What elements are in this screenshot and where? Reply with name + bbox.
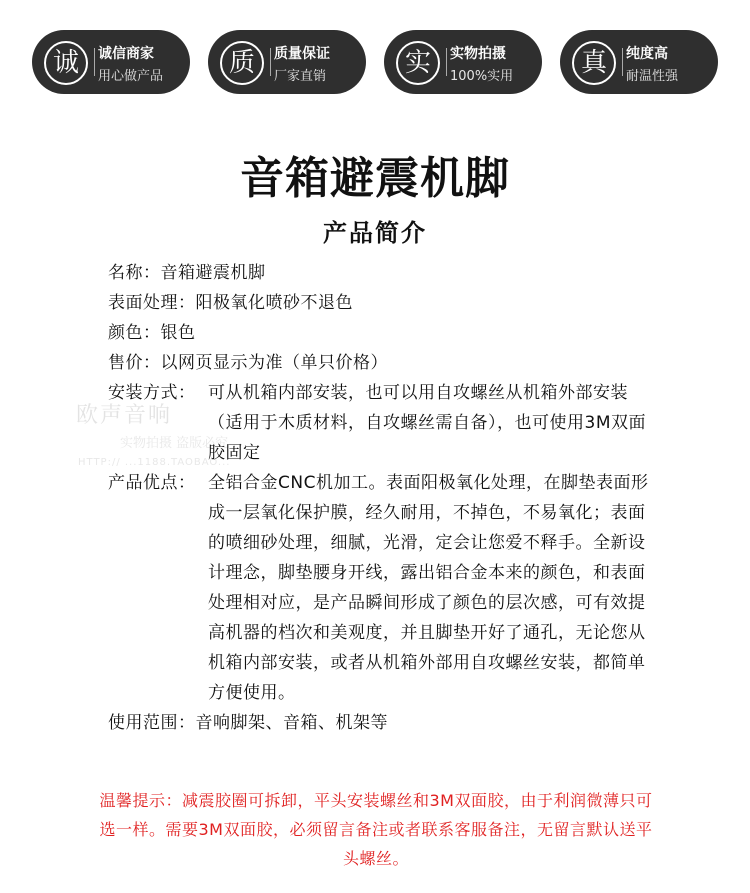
- spec-value: 全铝合金CNC机加工。表面阳极氧化处理，在脚垫表面形成一层氧化保护膜，经久耐用，不掉色，不易氧化；表面的喷细砂处理，细腻，光滑，定会让您爱不释手。全新设计理念，脚垫腰身开线，露出铝合金本来的颜色，和表面处理相对应，是产品瞬间形成了颜色的层次感，可有效提高机器的档次和美观度，并且脚垫开好了通孔，无论您从机箱内部安装，或者从机箱外部用自攻螺丝安装，都简单方便使用。: [208, 473, 649, 703]
- genuine-icon: 真: [572, 41, 616, 85]
- integrity-icon: 诚: [44, 41, 88, 85]
- spec-value: 可从机箱内部安装，也可以用自攻螺丝从机箱外部安装（适用于木质材料，自攻螺丝需自备），也可使用3M双面胶固定: [208, 383, 646, 463]
- quality-icon: 质: [220, 41, 264, 85]
- spec-row-name: [108, 258, 653, 288]
- spec-label: 产品优点：: [108, 473, 196, 493]
- spec-label: 颜色：: [108, 323, 161, 343]
- badge-quality: [208, 30, 366, 94]
- badge-subtitle: 厂家直销: [274, 69, 327, 84]
- badge-integrity: [32, 30, 190, 94]
- spec-label: 安装方式：: [108, 383, 196, 403]
- watermark-note: 实物拍摄 盗版必究: [120, 436, 229, 451]
- product-specs: [108, 258, 653, 738]
- spec-row-price: [108, 348, 653, 378]
- watermark-url: HTTP:// ...1188.TAOBAO...: [78, 457, 231, 468]
- badge-divider: [446, 48, 447, 76]
- spec-row-color: [108, 318, 653, 348]
- spec-label: 售价：: [108, 353, 161, 373]
- spec-value: 音箱避震机脚: [160, 263, 266, 283]
- badge-subtitle: 100%实用: [450, 69, 514, 84]
- page-title: 音箱避震机脚: [240, 153, 510, 204]
- spec-value: 阳极氧化喷砂不退色: [195, 293, 353, 313]
- spec-row-advantages: [108, 468, 653, 708]
- badge-real-photo: [384, 30, 542, 94]
- badge-subtitle: 耐温性强: [626, 69, 679, 84]
- warm-tip-notice: 温馨提示：减震胶圈可拆卸，平头安装螺丝和3M双面胶，由于利润微薄只可选一样。需要3M双面胶，必须留言备注或者联系客服备注，无留言默认送平头螺丝。: [99, 791, 653, 868]
- spec-value: 音响脚架、音箱、机架等: [195, 713, 388, 733]
- badge-title: 质量保证: [274, 46, 330, 62]
- badge-subtitle: 用心做产品: [98, 69, 164, 84]
- real-icon: 实: [396, 41, 440, 85]
- spec-row-usage: [108, 708, 653, 738]
- spec-value: 银色: [160, 323, 196, 343]
- badge-divider: [94, 48, 95, 76]
- badge-title: 诚信商家: [98, 46, 154, 62]
- watermark-shop-name: 欧声音响: [76, 403, 173, 428]
- badge-divider: [270, 48, 271, 76]
- spec-row-install: [108, 378, 653, 468]
- badge-purity: [560, 30, 718, 94]
- spec-row-surface: [108, 288, 653, 318]
- spec-value: 以网页显示为准（单只价格）: [160, 353, 388, 373]
- badge-divider: [622, 48, 623, 76]
- feature-badges: [32, 30, 722, 94]
- spec-label: 名称：: [108, 263, 161, 283]
- section-subtitle: 产品简介: [323, 219, 427, 247]
- badge-title: 实物拍摄: [450, 46, 506, 62]
- badge-title: 纯度高: [626, 46, 668, 62]
- spec-label: 使用范围：: [108, 713, 196, 733]
- spec-label: 表面处理：: [108, 293, 196, 313]
